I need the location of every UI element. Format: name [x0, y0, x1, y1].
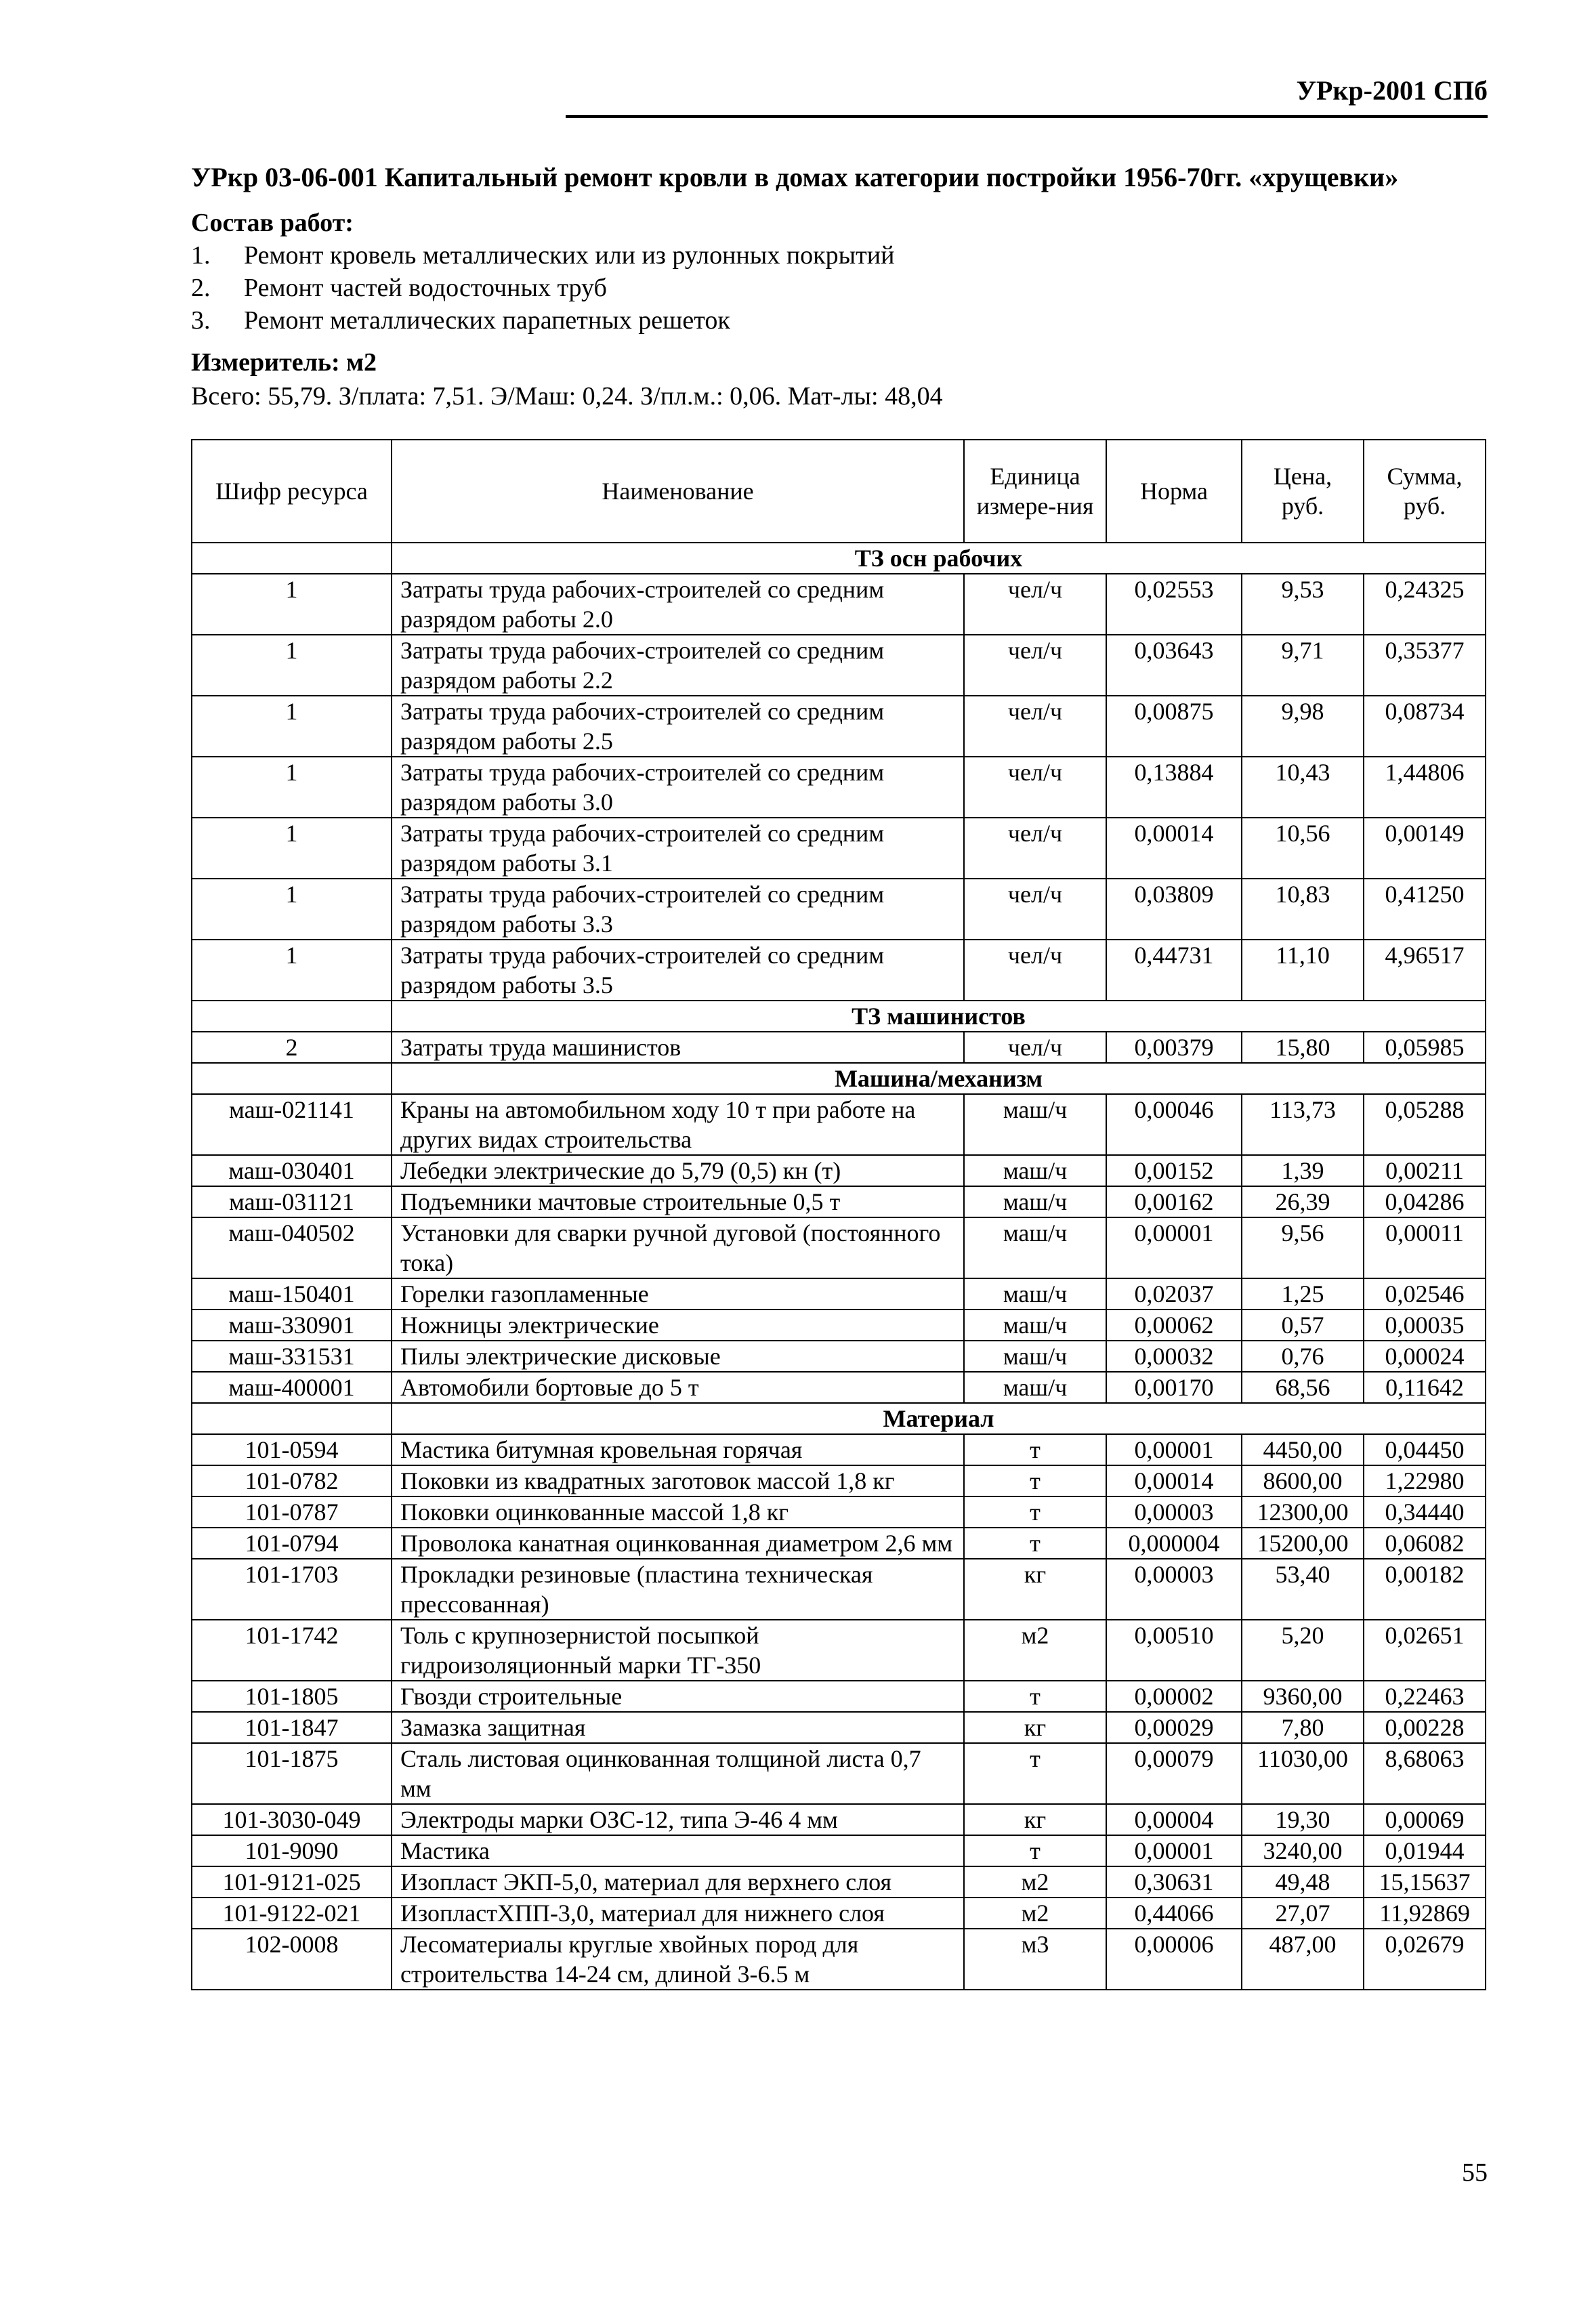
resource-name: Затраты труда машинистов	[392, 1032, 964, 1063]
composition-step	[191, 272, 894, 304]
table-row	[192, 1341, 1486, 1372]
resource-price: 12300,00	[1242, 1496, 1364, 1528]
resource-norm: 0,00062	[1106, 1310, 1242, 1341]
resource-code: 101-1875	[192, 1743, 392, 1804]
resource-code: 101-1847	[192, 1712, 392, 1743]
resource-price: 4450,00	[1242, 1434, 1364, 1465]
resource-name: Мастика битумная кровельная горячая	[392, 1434, 964, 1465]
table-row	[192, 818, 1486, 879]
table-row	[192, 1155, 1486, 1186]
resource-name: Затраты труда рабочих-строителей со средним разрядом работы 2.5	[392, 696, 964, 757]
resource-unit: кг	[964, 1712, 1106, 1743]
resource-unit: т	[964, 1528, 1106, 1559]
resource-sum: 0,02546	[1364, 1278, 1486, 1310]
resource-name: Поковки оцинкованные массой 1,8 кг	[392, 1496, 964, 1528]
resource-code: 1	[192, 879, 392, 940]
table-row	[192, 574, 1486, 635]
resource-price: 487,00	[1242, 1929, 1364, 1990]
resource-name: Затраты труда рабочих-строителей со средним разрядом работы 2.0	[392, 574, 964, 635]
table-row	[192, 1434, 1486, 1465]
resource-norm: 0,00001	[1106, 1217, 1242, 1278]
section-title: ТЗ машинистов	[392, 1001, 1486, 1032]
resource-name: Поковки из квадратных заготовок массой 1,8 кг	[392, 1465, 964, 1496]
resource-code: маш-030401	[192, 1155, 392, 1186]
resource-name: Затраты труда рабочих-строителей со средним разрядом работы 3.1	[392, 818, 964, 879]
resource-price: 49,48	[1242, 1866, 1364, 1898]
resource-code: маш-400001	[192, 1372, 392, 1403]
work-composition	[191, 207, 894, 337]
resource-unit: т	[964, 1496, 1106, 1528]
resource-norm: 0,02037	[1106, 1278, 1242, 1310]
table-row	[192, 1528, 1486, 1559]
resource-unit: маш/ч	[964, 1341, 1106, 1372]
section-empty-cell	[192, 1001, 392, 1032]
resource-sum: 0,06082	[1364, 1528, 1486, 1559]
cost-totals: Всего: 55,79. З/плата: 7,51. Э/Маш: 0,24. З/пл.м.: 0,06. Мат-лы: 48,04	[191, 382, 943, 411]
section-empty-cell	[192, 1403, 392, 1434]
resource-unit: чел/ч	[964, 696, 1106, 757]
resource-norm: 0,00001	[1106, 1434, 1242, 1465]
resource-sum: 4,96517	[1364, 940, 1486, 1001]
resource-price: 68,56	[1242, 1372, 1364, 1403]
resource-code: маш-330901	[192, 1310, 392, 1341]
composition-label: Состав работ:	[191, 209, 354, 237]
resource-name: Сталь листовая оцинкованная толщиной листа 0,7 мм	[392, 1743, 964, 1804]
resource-norm: 0,00006	[1106, 1929, 1242, 1990]
resource-code: 101-3030-049	[192, 1804, 392, 1835]
resource-name: Горелки газопламенные	[392, 1278, 964, 1310]
resource-unit: маш/ч	[964, 1372, 1106, 1403]
resource-sum: 15,15637	[1364, 1866, 1486, 1898]
resource-unit: чел/ч	[964, 879, 1106, 940]
resource-price: 11,10	[1242, 940, 1364, 1001]
resource-name: Толь с крупнозернистой посыпкой гидроизоляционный марки ТГ-350	[392, 1620, 964, 1681]
table-row	[192, 1465, 1486, 1496]
step-number: 2.	[191, 274, 211, 302]
table-row	[192, 635, 1486, 696]
table-row	[192, 1712, 1486, 1743]
section-empty-cell	[192, 543, 392, 574]
resource-unit: т	[964, 1434, 1106, 1465]
resource-unit: чел/ч	[964, 757, 1106, 818]
header-code-col: Шифр ресурса	[192, 440, 392, 543]
resource-unit: м3	[964, 1929, 1106, 1990]
resource-unit: маш/ч	[964, 1094, 1106, 1155]
section-row	[192, 1001, 1486, 1032]
resource-sum: 0,05288	[1364, 1094, 1486, 1155]
table-row	[192, 1681, 1486, 1712]
resource-norm: 0,00032	[1106, 1341, 1242, 1372]
table-row	[192, 1278, 1486, 1310]
resource-name: Затраты труда рабочих-строителей со средним разрядом работы 3.5	[392, 940, 964, 1001]
resource-sum: 0,04450	[1364, 1434, 1486, 1465]
resource-price: 9,56	[1242, 1217, 1364, 1278]
resource-code: 1	[192, 818, 392, 879]
resource-code: маш-021141	[192, 1094, 392, 1155]
resource-name: Подъемники мачтовые строительные 0,5 т	[392, 1186, 964, 1217]
resource-code: 101-0794	[192, 1528, 392, 1559]
section-row	[192, 1063, 1486, 1094]
table-row	[192, 1804, 1486, 1835]
section-row	[192, 543, 1486, 574]
resource-name: Затраты труда рабочих-строителей со средним разрядом работы 3.3	[392, 879, 964, 940]
resource-sum: 0,00228	[1364, 1712, 1486, 1743]
resource-sum: 1,44806	[1364, 757, 1486, 818]
resource-price: 15200,00	[1242, 1528, 1364, 1559]
resource-sum: 0,02651	[1364, 1620, 1486, 1681]
resource-unit: м2	[964, 1866, 1106, 1898]
resource-norm: 0,00014	[1106, 818, 1242, 879]
resource-unit: чел/ч	[964, 940, 1106, 1001]
resource-price: 0,76	[1242, 1341, 1364, 1372]
resource-code: 101-1805	[192, 1681, 392, 1712]
resource-name: Автомобили бортовые до 5 т	[392, 1372, 964, 1403]
resource-sum: 0,00211	[1364, 1155, 1486, 1186]
resource-sum: 1,22980	[1364, 1465, 1486, 1496]
resource-norm: 0,03643	[1106, 635, 1242, 696]
resource-norm: 0,00046	[1106, 1094, 1242, 1155]
resource-name: ИзопластХПП-3,0, материал для нижнего слоя	[392, 1898, 964, 1929]
table-row	[192, 1310, 1486, 1341]
measure-label: Измеритель: м2	[191, 348, 377, 377]
resource-price: 1,25	[1242, 1278, 1364, 1310]
resource-name: Краны на автомобильном ходу 10 т при работе на других видах строительства	[392, 1094, 964, 1155]
table-row	[192, 1866, 1486, 1898]
composition-step	[191, 304, 894, 337]
resource-code: маш-331531	[192, 1341, 392, 1372]
resource-unit: чел/ч	[964, 635, 1106, 696]
table-row	[192, 1743, 1486, 1804]
section-row	[192, 1403, 1486, 1434]
page-number: 55	[1462, 2158, 1488, 2187]
resource-price: 0,57	[1242, 1310, 1364, 1341]
step-number: 3.	[191, 306, 211, 335]
table-row	[192, 1929, 1486, 1990]
section-title: ТЗ осн рабочих	[392, 543, 1486, 574]
resource-code: 2	[192, 1032, 392, 1063]
resource-name: Установки для сварки ручной дуговой (постоянного тока)	[392, 1217, 964, 1278]
resource-unit: м2	[964, 1898, 1106, 1929]
resource-code: 1	[192, 574, 392, 635]
table-row	[192, 757, 1486, 818]
resource-code: 101-0594	[192, 1434, 392, 1465]
resource-name: Замазка защитная	[392, 1712, 964, 1743]
resource-code: 1	[192, 940, 392, 1001]
resource-unit: т	[964, 1465, 1106, 1496]
resource-sum: 0,41250	[1364, 879, 1486, 940]
resource-sum: 0,00069	[1364, 1804, 1486, 1835]
resource-norm: 0,00029	[1106, 1712, 1242, 1743]
header-price-col: Цена, руб.	[1242, 440, 1364, 543]
resource-norm: 0,000004	[1106, 1528, 1242, 1559]
resource-unit: кг	[964, 1559, 1106, 1620]
table-row	[192, 940, 1486, 1001]
resource-code: 102-0008	[192, 1929, 392, 1990]
section-title: Машина/механизм	[392, 1063, 1486, 1094]
resource-norm: 0,30631	[1106, 1866, 1242, 1898]
resource-price: 10,83	[1242, 879, 1364, 940]
table-row	[192, 1032, 1486, 1063]
resource-norm: 0,00079	[1106, 1743, 1242, 1804]
table-row	[192, 1094, 1486, 1155]
resource-price: 19,30	[1242, 1804, 1364, 1835]
section-title: Материал	[392, 1403, 1486, 1434]
resource-norm: 0,00004	[1106, 1804, 1242, 1835]
resource-price: 113,73	[1242, 1094, 1364, 1155]
document-title: УРкр 03-06-001 Капитальный ремонт кровли в домах категории постройки 1956-70гг. «хрущевки»	[191, 162, 1399, 192]
resource-name: Электроды марки ОЗС-12, типа Э-46 4 мм	[392, 1804, 964, 1835]
header-sum-col: Сумма, руб.	[1364, 440, 1486, 543]
resource-norm: 0,00510	[1106, 1620, 1242, 1681]
resource-sum: 0,00024	[1364, 1341, 1486, 1372]
resource-norm: 0,00875	[1106, 696, 1242, 757]
resource-name: Пилы электрические дисковые	[392, 1341, 964, 1372]
resource-sum: 0,05985	[1364, 1032, 1486, 1063]
resource-norm: 0,03809	[1106, 879, 1242, 940]
resource-norm: 0,00379	[1106, 1032, 1242, 1063]
table-row	[192, 1559, 1486, 1620]
resource-norm: 0,00003	[1106, 1559, 1242, 1620]
resource-price: 27,07	[1242, 1898, 1364, 1929]
resource-unit: т	[964, 1681, 1106, 1712]
resource-sum: 0,22463	[1364, 1681, 1486, 1712]
resource-unit: т	[964, 1743, 1106, 1804]
resource-code: 101-1703	[192, 1559, 392, 1620]
resource-norm: 0,44731	[1106, 940, 1242, 1001]
resource-name: Ножницы электрические	[392, 1310, 964, 1341]
header-code: УРкр-2001 СПб	[1296, 75, 1488, 106]
resource-price: 1,39	[1242, 1155, 1364, 1186]
resource-price: 10,56	[1242, 818, 1364, 879]
resource-unit: м2	[964, 1620, 1106, 1681]
table-row	[192, 1186, 1486, 1217]
resource-sum: 0,08734	[1364, 696, 1486, 757]
resource-price: 9,98	[1242, 696, 1364, 757]
resource-price: 11030,00	[1242, 1743, 1364, 1804]
resource-code: 1	[192, 635, 392, 696]
table-body	[192, 543, 1486, 1990]
composition-step	[191, 239, 894, 272]
resource-sum: 0,00182	[1364, 1559, 1486, 1620]
resource-price: 10,43	[1242, 757, 1364, 818]
resource-price: 53,40	[1242, 1559, 1364, 1620]
resource-code: 101-9122-021	[192, 1898, 392, 1929]
resource-name: Проволока канатная оцинкованная диаметром 2,6 мм	[392, 1528, 964, 1559]
section-empty-cell	[192, 1063, 392, 1094]
resource-price: 9,71	[1242, 635, 1364, 696]
resource-sum: 0,00035	[1364, 1310, 1486, 1341]
resource-norm: 0,44066	[1106, 1898, 1242, 1929]
resource-sum: 0,04286	[1364, 1186, 1486, 1217]
table-row	[192, 879, 1486, 940]
resource-price: 8600,00	[1242, 1465, 1364, 1496]
resource-unit: т	[964, 1835, 1106, 1866]
resource-norm: 0,13884	[1106, 757, 1242, 818]
resource-price: 26,39	[1242, 1186, 1364, 1217]
resource-unit: чел/ч	[964, 1032, 1106, 1063]
header-rule	[566, 115, 1488, 118]
resource-norm: 0,02553	[1106, 574, 1242, 635]
resource-norm: 0,00162	[1106, 1186, 1242, 1217]
resource-code: маш-031121	[192, 1186, 392, 1217]
resource-norm: 0,00170	[1106, 1372, 1242, 1403]
resource-sum: 0,35377	[1364, 635, 1486, 696]
header-name-col: Наименование	[392, 440, 964, 543]
resource-sum: 0,24325	[1364, 574, 1486, 635]
resource-unit: чел/ч	[964, 818, 1106, 879]
resource-code: 101-1742	[192, 1620, 392, 1681]
resource-sum: 0,02679	[1364, 1929, 1486, 1990]
resource-price: 9,53	[1242, 574, 1364, 635]
resource-code: маш-040502	[192, 1217, 392, 1278]
resource-name: Лесоматериалы круглые хвойных пород для строительства 14-24 см, длиной 3-6.5 м	[392, 1929, 964, 1990]
table-row	[192, 696, 1486, 757]
resource-sum: 0,34440	[1364, 1496, 1486, 1528]
resource-norm: 0,00001	[1106, 1835, 1242, 1866]
resource-code: 101-0782	[192, 1465, 392, 1496]
step-text: Ремонт частей водосточных труб	[244, 274, 607, 302]
header-norm-col: Норма	[1106, 440, 1242, 543]
resource-unit: кг	[964, 1804, 1106, 1835]
resource-name: Затраты труда рабочих-строителей со средним разрядом работы 3.0	[392, 757, 964, 818]
resource-unit: маш/ч	[964, 1186, 1106, 1217]
resource-sum: 0,00011	[1364, 1217, 1486, 1278]
resource-unit: маш/ч	[964, 1155, 1106, 1186]
header-unit-col: Единица измере-ния	[964, 440, 1106, 543]
resource-name: Гвозди строительные	[392, 1681, 964, 1712]
table-row	[192, 1835, 1486, 1866]
step-text: Ремонт металлических парапетных решеток	[244, 306, 730, 335]
resource-price: 9360,00	[1242, 1681, 1364, 1712]
resource-norm: 0,00002	[1106, 1681, 1242, 1712]
resource-name: Мастика	[392, 1835, 964, 1866]
resource-name: Лебедки электрические до 5,79 (0,5) кн (т)	[392, 1155, 964, 1186]
resource-norm: 0,00152	[1106, 1155, 1242, 1186]
resource-code: 101-9121-025	[192, 1866, 392, 1898]
table-row	[192, 1372, 1486, 1403]
table-row	[192, 1898, 1486, 1929]
resource-code: 101-0787	[192, 1496, 392, 1528]
resource-norm: 0,00014	[1106, 1465, 1242, 1496]
resource-sum: 8,68063	[1364, 1743, 1486, 1804]
table-row	[192, 1217, 1486, 1278]
step-text: Ремонт кровель металлических или из рулонных покрытий	[244, 241, 895, 270]
resource-name: Прокладки резиновые (пластина техническая прессованная)	[392, 1559, 964, 1620]
resource-unit: маш/ч	[964, 1310, 1106, 1341]
resource-sum: 0,01944	[1364, 1835, 1486, 1866]
resource-norm: 0,00003	[1106, 1496, 1242, 1528]
resource-sum: 11,92869	[1364, 1898, 1486, 1929]
step-number: 1.	[191, 241, 211, 270]
table-row	[192, 1620, 1486, 1681]
resource-code: маш-150401	[192, 1278, 392, 1310]
resource-code: 1	[192, 696, 392, 757]
measure-block	[191, 345, 943, 413]
resource-sum: 0,00149	[1364, 818, 1486, 879]
resource-code: 1	[192, 757, 392, 818]
resource-price: 5,20	[1242, 1620, 1364, 1681]
resource-unit: маш/ч	[964, 1217, 1106, 1278]
resource-unit: маш/ч	[964, 1278, 1106, 1310]
resource-price: 3240,00	[1242, 1835, 1364, 1866]
resource-code: 101-9090	[192, 1835, 392, 1866]
resource-table	[191, 439, 1486, 1990]
table-header-row	[192, 440, 1486, 543]
resource-name: Затраты труда рабочих-строителей со средним разрядом работы 2.2	[392, 635, 964, 696]
resource-price: 7,80	[1242, 1712, 1364, 1743]
table-row	[192, 1496, 1486, 1528]
resource-sum: 0,11642	[1364, 1372, 1486, 1403]
resource-price: 15,80	[1242, 1032, 1364, 1063]
resource-unit: чел/ч	[964, 574, 1106, 635]
resource-name: Изопласт ЭКП-5,0, материал для верхнего слоя	[392, 1866, 964, 1898]
